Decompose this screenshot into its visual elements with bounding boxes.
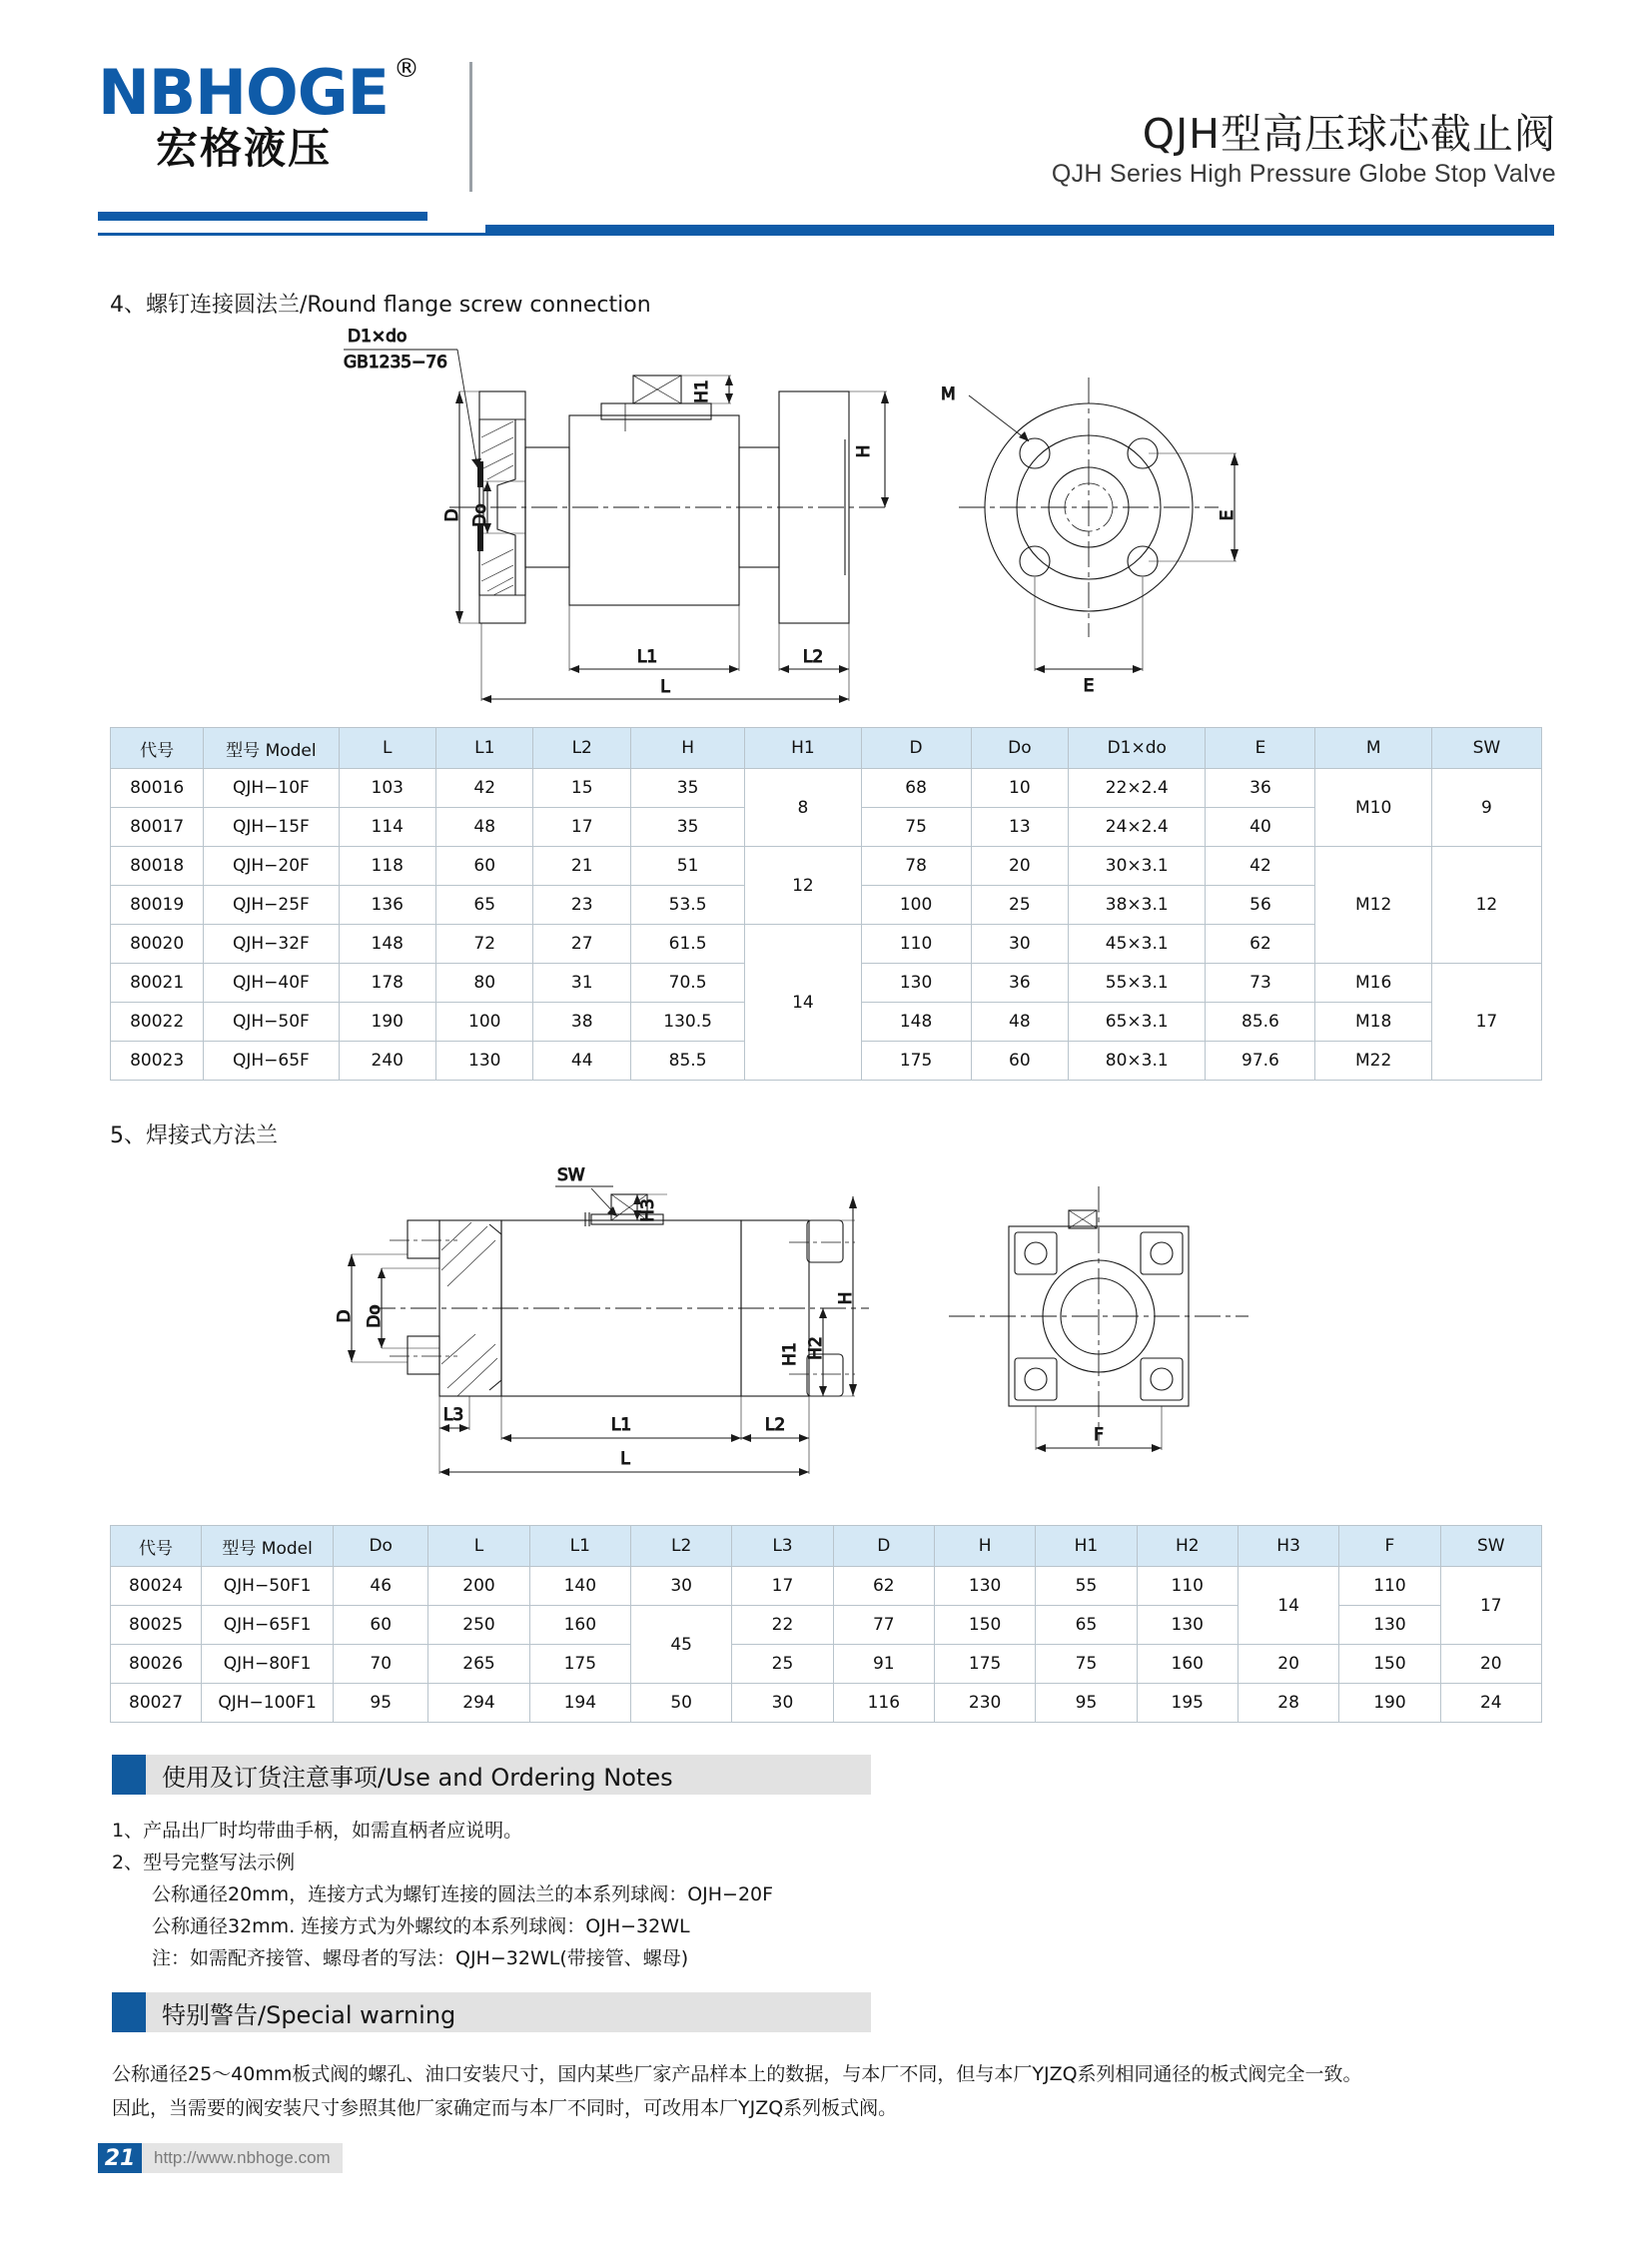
cell-L: 178 [339, 964, 435, 1003]
cell-H3: 20 [1238, 1645, 1338, 1684]
cell-model: QJH−65F1 [202, 1606, 334, 1645]
label-Do: Do [470, 503, 490, 527]
col-header-Model: 型号 Model [204, 728, 339, 769]
cell-H: 35 [630, 808, 744, 847]
cell-Do: 10 [971, 769, 1068, 808]
cell-L: 136 [339, 886, 435, 925]
cell-code: 80016 [111, 769, 204, 808]
label-D: D [442, 508, 462, 522]
col-header-L1: L1 [529, 1526, 630, 1567]
cell-code: 80018 [111, 847, 204, 886]
col-header-H3: H3 [1238, 1526, 1338, 1567]
warning-marker-icon [112, 1992, 146, 2032]
cell-model: QJH−100F1 [202, 1684, 334, 1723]
table-body [111, 769, 1542, 1081]
label-Do2: Do [365, 1304, 385, 1328]
cell-E: 85.6 [1206, 1003, 1315, 1042]
cell-H: 130.5 [630, 1003, 744, 1042]
notes-marker-icon [112, 1755, 146, 1795]
label-H2: H2 [806, 1336, 826, 1360]
cell-L2: 27 [533, 925, 630, 964]
cell-Do: 60 [971, 1042, 1068, 1081]
notes-heading-text: 使用及订货注意事项/Use and Ordering Notes [162, 1763, 673, 1792]
cell-L1: 72 [436, 925, 533, 964]
label-D2: D [335, 1309, 355, 1323]
cell-model: QJH−65F [204, 1042, 339, 1081]
cell-code: 80019 [111, 886, 204, 925]
warning-line-1: 公称通径25～40mm板式阀的螺孔、油口安装尺寸，国内某些厂家产品样本上的数据，与本厂不同，但与本厂YJZQ系列相同通径的板式阀完全一致。 [112, 2063, 1362, 2085]
col-header-L3: L3 [732, 1526, 833, 1567]
cell-E: 62 [1206, 925, 1315, 964]
cell-L2: 30 [630, 1567, 731, 1606]
page-title [1052, 112, 1556, 189]
cell-D: 91 [833, 1645, 934, 1684]
cell-M: M16 [1315, 964, 1431, 1003]
cell-L: 148 [339, 925, 435, 964]
cell-L3: 22 [732, 1606, 833, 1645]
cell-F: 190 [1339, 1684, 1440, 1723]
cell-code: 80026 [111, 1645, 202, 1684]
page-header [0, 0, 1652, 240]
page-number: 21 [98, 2143, 142, 2173]
cell-Do: 48 [971, 1003, 1068, 1042]
cell-L: 294 [428, 1684, 529, 1723]
table-row [111, 1645, 1542, 1684]
col-header-H1: H1 [1036, 1526, 1137, 1567]
cell-L: 118 [339, 847, 435, 886]
cell-model: QJH−50F [204, 1003, 339, 1042]
drawing-welded-square-flange [330, 1158, 1348, 1488]
table-row [111, 1684, 1542, 1723]
col-header-H: H [934, 1526, 1035, 1567]
cell-SW: 12 [1431, 847, 1541, 964]
cell-L: 240 [339, 1042, 435, 1081]
cell-model: QJH−50F1 [202, 1567, 334, 1606]
cell-E: 73 [1206, 964, 1315, 1003]
cell-code: 80020 [111, 925, 204, 964]
cell-H3: 14 [1238, 1567, 1338, 1645]
cell-code: 80023 [111, 1042, 204, 1081]
logo-text-en: NBHOGE ® [98, 54, 418, 129]
cell-code: 80021 [111, 964, 204, 1003]
cell-D: 110 [861, 925, 971, 964]
notes-line-2: 2、型号完整写法示例 [112, 1852, 296, 1873]
logo-underline [98, 212, 427, 221]
cell-H1: 12 [745, 847, 861, 925]
label-H2x: H [836, 1291, 856, 1305]
notes-line-4: 公称通径32mm. 连接方式为外螺纹的本系列球阀：OJH−32WL [152, 1915, 690, 1937]
cell-D: 175 [861, 1042, 971, 1081]
warning-line-2: 因此，当需要的阀安装尺寸参照其他厂家确定而与本厂不同时，可改用本厂YJZQ系列板式阀。 [112, 2097, 898, 2119]
cell-E: 36 [1206, 769, 1315, 808]
cell-L2: 21 [533, 847, 630, 886]
cell-model: QJH−25F [204, 886, 339, 925]
cell-Do: 13 [971, 808, 1068, 847]
cell-model: QJH−20F [204, 847, 339, 886]
cell-M: M22 [1315, 1042, 1431, 1081]
table-header-row [111, 1526, 1542, 1567]
label-Lb: L [620, 1449, 630, 1469]
cell-D1xdo: 30×3.1 [1069, 847, 1206, 886]
table-row [111, 1567, 1542, 1606]
col-header-D1do: D1×do [1069, 728, 1206, 769]
cell-L1: 42 [436, 769, 533, 808]
cell-SW: 20 [1440, 1645, 1541, 1684]
logo-text-cn: 宏格液压 [156, 124, 333, 173]
cell-H: 85.5 [630, 1042, 744, 1081]
label-E-horizontal: E [1083, 676, 1095, 696]
cell-D1xdo: 38×3.1 [1069, 886, 1206, 925]
cell-E: 97.6 [1206, 1042, 1315, 1081]
col-header-M: M [1315, 728, 1431, 769]
col-header-D: D [833, 1526, 934, 1567]
cell-Do: 95 [334, 1684, 428, 1723]
label-L2b: L2 [764, 1415, 786, 1435]
col-header-H2: H2 [1137, 1526, 1238, 1567]
label-H1: H1 [692, 379, 712, 403]
cell-H: 51 [630, 847, 744, 886]
cell-L: 250 [428, 1606, 529, 1645]
col-header-Do: Do [334, 1526, 428, 1567]
cell-Do: 70 [334, 1645, 428, 1684]
col-header-D: D [861, 728, 971, 769]
cell-D: 130 [861, 964, 971, 1003]
notes-heading-bar [112, 1755, 871, 1795]
col-header-L1: L1 [436, 728, 533, 769]
notes-line-5: 注：如需配齐接管、螺母者的写法：QJH−32WL(带接管、螺母) [152, 1947, 689, 1969]
table-row [111, 847, 1542, 886]
cell-H2: 110 [1137, 1567, 1238, 1606]
cell-model: QJH−80F1 [202, 1645, 334, 1684]
cell-L2: 31 [533, 964, 630, 1003]
cell-H1: 65 [1036, 1606, 1137, 1645]
table-row [111, 769, 1542, 808]
label-H1b: H1 [780, 1342, 800, 1366]
cell-E: 56 [1206, 886, 1315, 925]
cell-L1: 160 [529, 1606, 630, 1645]
cell-D1xdo: 55×3.1 [1069, 964, 1206, 1003]
cell-H1: 55 [1036, 1567, 1137, 1606]
drawing-round-flange [330, 320, 1328, 709]
spec-table-welded-flange [110, 1525, 1542, 1723]
cell-M: M10 [1315, 769, 1431, 847]
cell-L2: 23 [533, 886, 630, 925]
cell-SW: 9 [1431, 769, 1541, 847]
cell-SW: 24 [1440, 1684, 1541, 1723]
title-chinese: QJH型高压球芯截止阀 [1142, 110, 1556, 158]
cell-L1: 100 [436, 1003, 533, 1042]
cell-code: 80027 [111, 1684, 202, 1723]
cell-L: 114 [339, 808, 435, 847]
cell-M: M18 [1315, 1003, 1431, 1042]
col-header-H1: H1 [745, 728, 861, 769]
label-L2: L2 [802, 647, 824, 667]
cell-code: 80024 [111, 1567, 202, 1606]
section-5-heading: 5、焊接式方法兰 [110, 1123, 278, 1148]
notes-line-1: 1、产品出厂时均带曲手柄，如需直柄者应说明。 [112, 1820, 523, 1842]
label-H: H [854, 444, 874, 458]
cell-Do: 46 [334, 1567, 428, 1606]
cell-H2: 195 [1137, 1684, 1238, 1723]
cell-D: 77 [833, 1606, 934, 1645]
col-header-F: F [1339, 1526, 1440, 1567]
cell-L: 103 [339, 769, 435, 808]
cell-H1: 8 [745, 769, 861, 847]
label-L1: L1 [636, 647, 658, 667]
cell-H: 230 [934, 1684, 1035, 1723]
col-header-E: E [1206, 728, 1315, 769]
title-english: QJH Series High Pressure Globe Stop Valve [1051, 160, 1556, 189]
cell-L2: 50 [630, 1684, 731, 1723]
cell-L: 265 [428, 1645, 529, 1684]
cell-D: 78 [861, 847, 971, 886]
cell-H3: 28 [1238, 1684, 1338, 1723]
col-header-L: L [339, 728, 435, 769]
cell-code: 80022 [111, 1003, 204, 1042]
cell-D1xdo: 24×2.4 [1069, 808, 1206, 847]
cell-E: 40 [1206, 808, 1315, 847]
cell-code: 80025 [111, 1606, 202, 1645]
footer-url[interactable]: http://www.nbhoge.com [142, 2143, 343, 2173]
warning-heading-bar [112, 1992, 871, 2032]
cell-L1: 130 [436, 1042, 533, 1081]
cell-H: 35 [630, 769, 744, 808]
cell-Do: 60 [334, 1606, 428, 1645]
cell-SW: 17 [1431, 964, 1541, 1081]
col-header-L2: L2 [533, 728, 630, 769]
cell-D: 148 [861, 1003, 971, 1042]
label-d1xdo: D1×do [348, 327, 408, 347]
cell-model: QJH−10F [204, 769, 339, 808]
cell-F: 150 [1339, 1645, 1440, 1684]
cell-D: 100 [861, 886, 971, 925]
col-header-Model: 型号 Model [202, 1526, 334, 1567]
page-footer [98, 2143, 343, 2173]
cell-L2: 44 [533, 1042, 630, 1081]
cell-E: 42 [1206, 847, 1315, 886]
cell-L2: 45 [630, 1606, 731, 1684]
header-divider [469, 62, 472, 192]
cell-L1: 65 [436, 886, 533, 925]
cell-M: M12 [1315, 847, 1431, 964]
cell-D1xdo: 80×3.1 [1069, 1042, 1206, 1081]
cell-L1: 194 [529, 1684, 630, 1723]
cell-L2: 38 [533, 1003, 630, 1042]
col-header-H: H [630, 728, 744, 769]
cell-D: 75 [861, 808, 971, 847]
cell-L1: 60 [436, 847, 533, 886]
cell-H2: 160 [1137, 1645, 1238, 1684]
cell-Do: 36 [971, 964, 1068, 1003]
cell-Do: 20 [971, 847, 1068, 886]
table-header-row [111, 728, 1542, 769]
cell-L2: 17 [533, 808, 630, 847]
header-rule [98, 233, 1554, 236]
label-L3: L3 [442, 1405, 464, 1425]
label-gb1235: GB1235−76 [344, 353, 447, 373]
label-F: F [1094, 1425, 1104, 1445]
cell-H1: 14 [745, 925, 861, 1081]
col-header-L: L [428, 1526, 529, 1567]
cell-D1xdo: 65×3.1 [1069, 1003, 1206, 1042]
col-header-SW: SW [1431, 728, 1541, 769]
cell-L1: 48 [436, 808, 533, 847]
cell-L1: 175 [529, 1645, 630, 1684]
table-body [111, 1567, 1542, 1723]
warning-heading-text: 特别警告/Special warning [162, 2000, 456, 2029]
notes-line-3: 公称通径20mm，连接方式为螺钉连接的圆法兰的本系列球阀：OJH−20F [152, 1883, 774, 1905]
cell-H: 150 [934, 1606, 1035, 1645]
col-header-Do: Do [971, 728, 1068, 769]
cell-D1xdo: 22×2.4 [1069, 769, 1206, 808]
cell-model: QJH−40F [204, 964, 339, 1003]
cell-model: QJH−32F [204, 925, 339, 964]
col-header-: 代号 [111, 728, 204, 769]
label-L1b: L1 [610, 1415, 632, 1435]
company-logo [98, 54, 517, 173]
label-M: M [941, 384, 956, 404]
cell-H1: 95 [1036, 1684, 1137, 1723]
cell-L1: 80 [436, 964, 533, 1003]
cell-model: QJH−15F [204, 808, 339, 847]
spec-table-round-flange [110, 727, 1542, 1081]
cell-Do: 30 [971, 925, 1068, 964]
cell-H: 175 [934, 1645, 1035, 1684]
cell-F: 110 [1339, 1567, 1440, 1606]
cell-L2: 15 [533, 769, 630, 808]
cell-code: 80017 [111, 808, 204, 847]
cell-D: 68 [861, 769, 971, 808]
cell-L3: 17 [732, 1567, 833, 1606]
cell-H: 70.5 [630, 964, 744, 1003]
label-H3: H3 [638, 1198, 658, 1222]
label-L: L [660, 677, 670, 697]
label-SW: SW [557, 1165, 585, 1185]
label-E-vertical: E [1218, 509, 1238, 521]
cell-H: 61.5 [630, 925, 744, 964]
cell-D: 62 [833, 1567, 934, 1606]
section-4-heading: 4、螺钉连接圆法兰/Round flange screw connection [110, 293, 651, 318]
col-header-: 代号 [111, 1526, 202, 1567]
col-header-SW: SW [1440, 1526, 1541, 1567]
cell-H2: 130 [1137, 1606, 1238, 1645]
registered-trademark-icon: ® [393, 54, 418, 84]
cell-D: 116 [833, 1684, 934, 1723]
cell-H1: 75 [1036, 1645, 1137, 1684]
cell-H: 53.5 [630, 886, 744, 925]
cell-SW: 17 [1440, 1567, 1541, 1645]
cell-L: 200 [428, 1567, 529, 1606]
cell-L3: 30 [732, 1684, 833, 1723]
cell-L3: 25 [732, 1645, 833, 1684]
cell-D1xdo: 45×3.1 [1069, 925, 1206, 964]
cell-F: 130 [1339, 1606, 1440, 1645]
cell-Do: 25 [971, 886, 1068, 925]
cell-H: 130 [934, 1567, 1035, 1606]
cell-L: 190 [339, 1003, 435, 1042]
col-header-L2: L2 [630, 1526, 731, 1567]
cell-L1: 140 [529, 1567, 630, 1606]
